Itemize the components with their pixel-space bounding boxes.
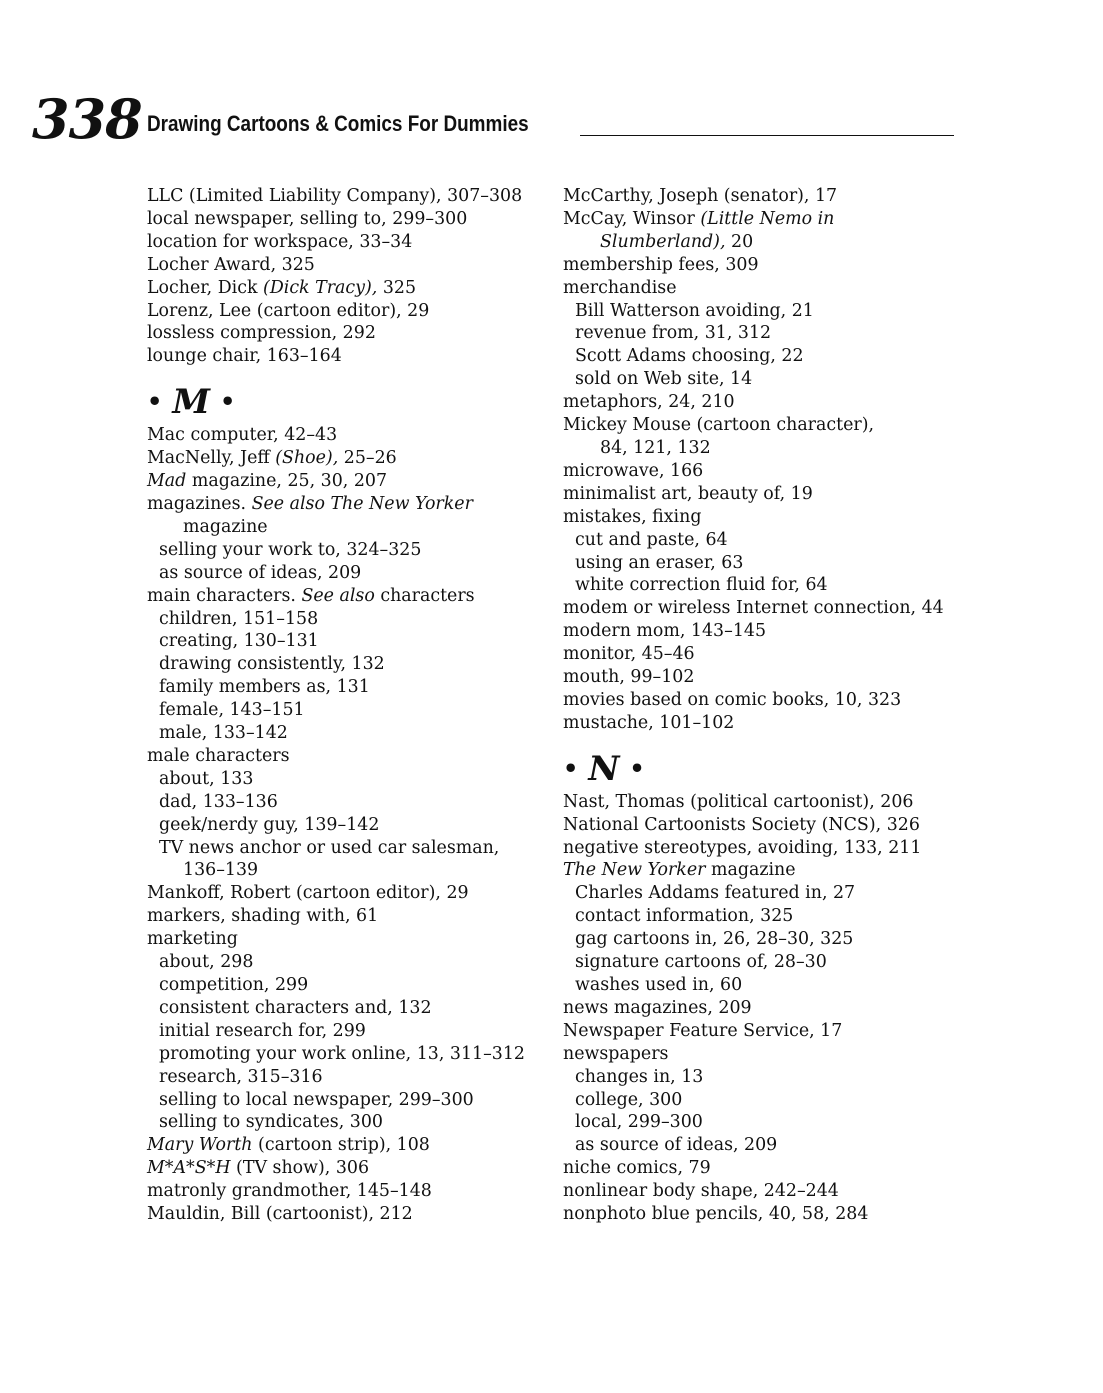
index-entry: local newspaper, selling to, 299–300: [147, 208, 468, 229]
index-entry: niche comics, 79: [563, 1158, 711, 1179]
index-entry: nonlinear body shape, 242–244: [563, 1181, 839, 1202]
index-entry: nonphoto blue pencils, 40, 58, 284: [563, 1204, 869, 1225]
index-subentry: male, 133–142: [159, 723, 288, 744]
index-entry: Mary Worth (cartoon strip), 108: [147, 1135, 430, 1156]
index-entry: Mauldin, Bill (cartoonist), 212: [147, 1204, 413, 1225]
index-subentry: initial research for, 299: [159, 1020, 366, 1041]
index-subentry: Bill Watterson avoiding, 21: [575, 300, 814, 321]
index-entry: Locher, Dick (Dick Tracy), 325: [147, 277, 417, 298]
section-heading-m: • M •: [147, 382, 236, 423]
index-entry-continuation: 84, 121, 132: [600, 437, 711, 458]
index-subentry: signature cartoons of, 28–30: [575, 952, 827, 973]
index-subentry: cut and paste, 64: [575, 529, 728, 550]
index-entry-continuation: 136–139: [183, 860, 259, 881]
index-subentry: TV news anchor or used car salesman,: [159, 837, 500, 858]
index-entry: National Cartoonists Society (NCS), 326: [563, 814, 920, 835]
index-subentry: geek/nerdy guy, 139–142: [159, 814, 380, 835]
index-entry: marketing: [147, 929, 238, 950]
index-entry: Newspaper Feature Service, 17: [563, 1020, 843, 1041]
index-subentry: family members as, 131: [159, 677, 370, 698]
index-entry: minimalist art, beauty of, 19: [563, 483, 813, 504]
index-entry: mustache, 101–102: [563, 712, 735, 733]
page-number: 338: [32, 87, 142, 151]
index-entry: markers, shading with, 61: [147, 906, 379, 927]
index-subentry: sold on Web site, 14: [575, 369, 753, 390]
index-entry-continuation: Slumberland), 20: [600, 231, 754, 252]
index-entry: mistakes, fixing: [563, 506, 702, 527]
section-heading-n: • N •: [563, 748, 645, 789]
index-entry: matronly grandmother, 145–148: [147, 1181, 432, 1202]
index-entry: mouth, 99–102: [563, 667, 695, 688]
index-entry: Mankoff, Robert (cartoon editor), 29: [147, 883, 469, 904]
index-subentry: as source of ideas, 209: [159, 562, 362, 583]
index-subentry: competition, 299: [159, 975, 309, 995]
index-subentry: local, 299–300: [575, 1112, 703, 1133]
index-subentry: as source of ideas, 209: [575, 1135, 778, 1156]
index-entry-continuation: magazine: [183, 516, 268, 537]
index-subentry: revenue from, 31, 312: [575, 323, 772, 344]
index-subentry: selling your work to, 324–325: [159, 539, 422, 560]
index-entry: negative stereotypes, avoiding, 133, 211: [563, 837, 922, 858]
index-subentry: about, 133: [159, 768, 254, 789]
index-entry: microwave, 166: [563, 460, 704, 481]
index-entry: Lorenz, Lee (cartoon editor), 29: [147, 300, 430, 321]
index-subentry: dad, 133–136: [159, 791, 278, 812]
index-subentry: children, 151–158: [159, 608, 319, 629]
index-entry: McCarthy, Joseph (senator), 17: [563, 186, 838, 206]
index-entry: lounge chair, 163–164: [147, 346, 342, 367]
index-subentry: creating, 130–131: [159, 631, 319, 652]
running-head-title: Drawing Cartoons & Comics For Dummies: [147, 111, 529, 136]
index-subentry: drawing consistently, 132: [159, 654, 385, 675]
index-column-left: [147, 185, 552, 1226]
index-entry: main characters. See also characters: [147, 585, 475, 606]
index-entry: magazines. See also The New Yorker: [147, 493, 473, 514]
index-entry: Mac computer, 42–43: [147, 425, 338, 446]
index-subentry: college, 300: [575, 1089, 683, 1110]
index-entry: news magazines, 209: [563, 997, 752, 1018]
index-entry: LLC (Limited Liability Company), 307–308: [147, 186, 523, 206]
header-rule: [580, 135, 954, 136]
index-subentry: consistent characters and, 132: [159, 997, 432, 1018]
index-entry: Locher Award, 325: [147, 254, 315, 275]
index-entry: merchandise: [563, 277, 677, 298]
index-entry: Mad magazine, 25, 30, 207: [147, 471, 388, 492]
index-subentry: research, 315–316: [159, 1066, 323, 1087]
index-entry: membership fees, 309: [563, 254, 759, 275]
index-entry: lossless compression, 292: [147, 323, 376, 344]
index-subentry: Scott Adams choosing, 22: [575, 346, 804, 367]
index-entry: male characters: [147, 745, 290, 766]
index-subentry: selling to syndicates, 300: [159, 1112, 383, 1133]
index-subentry: using an eraser, 63: [575, 552, 744, 573]
index-entry: modem or wireless Internet connection, 44: [563, 598, 944, 619]
index-subentry: contact information, 325: [575, 906, 794, 927]
index-subentry: gag cartoons in, 26, 28–30, 325: [575, 929, 854, 950]
index-entry: Mickey Mouse (cartoon character),: [563, 415, 875, 436]
index-subentry: promoting your work online, 13, 311–312: [159, 1043, 525, 1064]
index-subentry: female, 143–151: [159, 700, 305, 721]
index-entry: modern mom, 143–145: [563, 621, 767, 642]
index-subentry: white correction fluid for, 64: [575, 575, 828, 596]
index-subentry: selling to local newspaper, 299–300: [159, 1089, 474, 1110]
index-subentry: changes in, 13: [575, 1066, 704, 1087]
index-subentry: Charles Addams featured in, 27: [575, 883, 856, 904]
index-entry: McCay, Winsor (Little Nemo in: [563, 208, 835, 229]
index-entry: MacNelly, Jeff (Shoe), 25–26: [147, 448, 397, 469]
index-entry: monitor, 45–46: [563, 644, 695, 665]
index-entry: location for workspace, 33–34: [147, 231, 413, 252]
index-entry: metaphors, 24, 210: [563, 392, 735, 413]
index-subentry: about, 298: [159, 952, 254, 973]
index-column-right: [563, 185, 963, 1226]
index-entry: M*A*S*H (TV show), 306: [147, 1158, 370, 1179]
index-subentry: washes used in, 60: [575, 975, 743, 995]
index-entry: The New Yorker magazine: [563, 860, 796, 881]
index-entry: Nast, Thomas (political cartoonist), 206: [563, 791, 914, 812]
index-entry: newspapers: [563, 1043, 669, 1064]
index-entry: movies based on comic books, 10, 323: [563, 689, 902, 710]
